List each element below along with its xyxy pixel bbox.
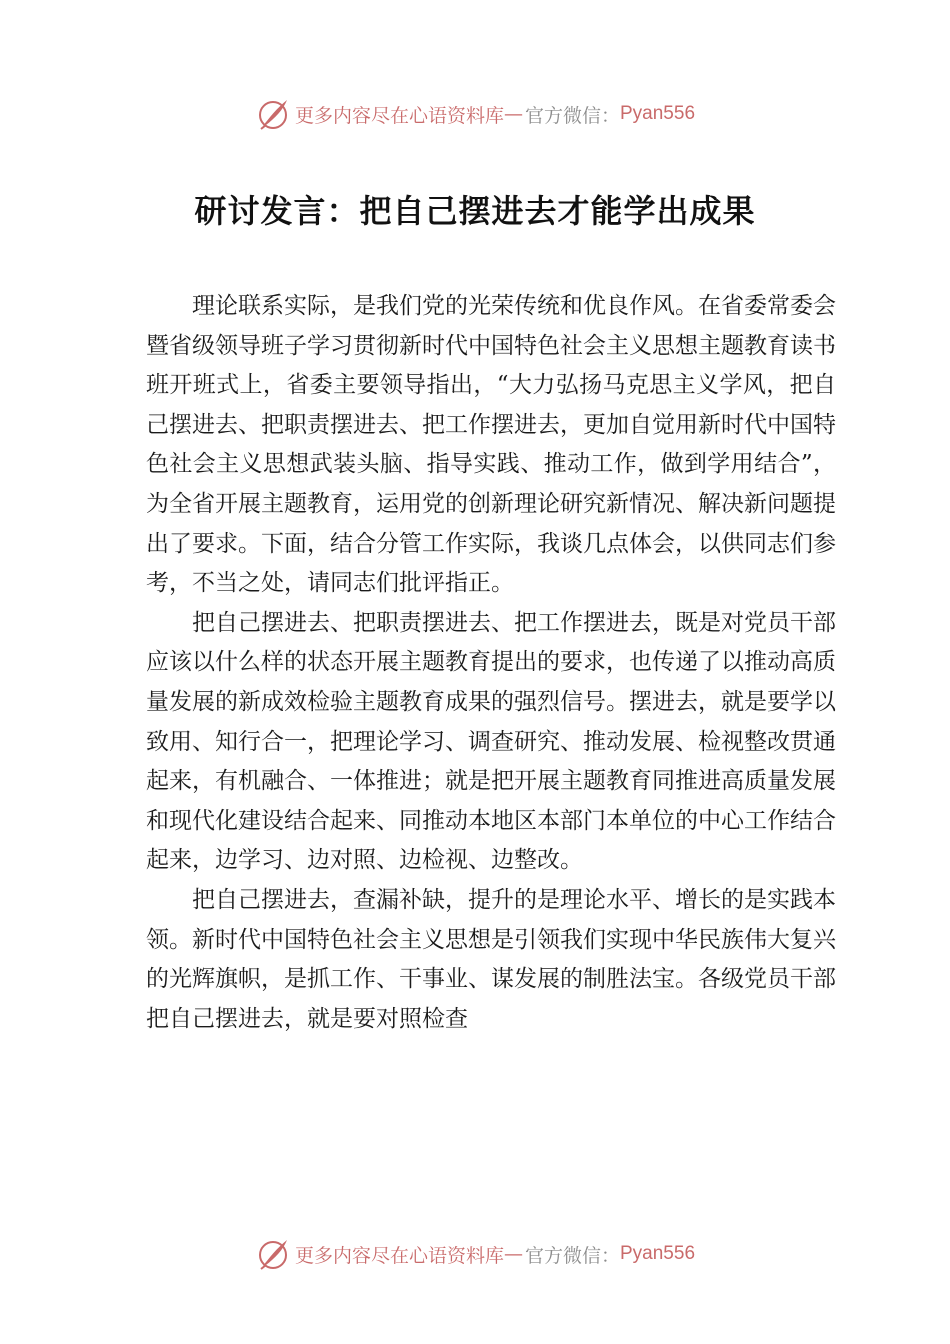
header-dash: —	[503, 103, 523, 125]
header-banner	[0, 96, 950, 132]
header-wechat-label: 官方微信：	[524, 104, 620, 127]
footer-dash: —	[503, 1243, 523, 1265]
footer-wechat-label: 官方微信：	[524, 1244, 620, 1267]
footer-banner	[0, 1236, 950, 1272]
paragraph: 把自己摆进去，查漏补缺，提升的是理论水平、增长的是实践本领。新时代中国特色社会主义思想是引领我们实现中华民族伟大复兴的光辉旗帜，是抓工作、干事业、谋发展的制胜法宝。各级党员干部把自己摆进去，就是要对照检查	[146, 886, 836, 1032]
footer-wechat-id: Pyan556	[620, 1243, 696, 1264]
quill-pen-icon	[255, 1236, 291, 1272]
paragraph: 理论联系实际，是我们党的光荣传统和优良作风。在省委常委会暨省级领导班子学习贯彻新时代中国特色社会主义思想主题教育读书班开班式上，省委主要领导指出，“大力弘扬马克思主义学风，把自己摆进去、把职责摆进去、把工作摆进去，更加自觉用新时代中国特色社会主义思想武装头脑、指导实践、推动工作，做到学用结合”，为全省开展主题教育，运用党的创新理论研究新情况、解决新问题提出了要求。下面，结合分管工作实际，我谈几点体会，以供同志们参考，不当之处，请同志们批评指正。	[146, 293, 836, 597]
footer-slogan: 更多内容尽在心语资料库	[294, 1244, 504, 1267]
quill-pen-icon	[255, 96, 291, 132]
document-body	[146, 287, 836, 1039]
paragraph: 把自己摆进去、把职责摆进去、把工作摆进去，既是对党员干部应该以什么样的状态开展主题教育提出的要求，也传递了以推动高质量发展的新成效检验主题教育成果的强烈信号。摆进去，就是要学以致用、知行合一，把理论学习、调查研究、推动发展、检视整改贯通起来，有机融合、一体推进；就是把开展主题教育同推进高质量发展和现代化建设结合起来、同推动本地区本部门本单位的中心工作结合起来，边学习、边对照、边检视、边整改。	[146, 609, 836, 874]
document-title: 研讨发言：把自己摆进去才能学出成果	[194, 192, 756, 230]
header-wechat-id: Pyan556	[620, 103, 696, 124]
header-slogan: 更多内容尽在心语资料库	[294, 104, 504, 127]
